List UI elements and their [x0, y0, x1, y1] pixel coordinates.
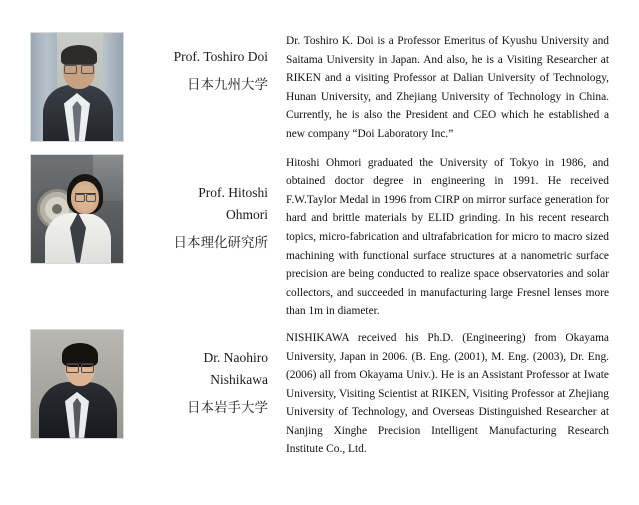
portrait-cell	[30, 32, 142, 142]
person-name-line: Nishikawa	[210, 371, 268, 387]
person-name-line: Prof. Hitoshi	[198, 184, 268, 200]
biography-entry	[30, 329, 609, 459]
person-name-line: Prof. Toshiro Doi	[173, 49, 268, 64]
name-block	[142, 32, 282, 96]
portrait-photo-hitoshi-ohmori	[30, 154, 124, 264]
name-block	[142, 329, 282, 419]
person-affiliation-jp: 日本九州大学	[187, 77, 268, 92]
portrait-photo-toshiro-doi	[30, 32, 124, 142]
portrait-photo-naohiro-nishikawa	[30, 329, 124, 439]
bio-block	[282, 329, 609, 459]
person-name-line: Ohmori	[226, 206, 268, 222]
portrait-cell	[30, 154, 142, 264]
photo-glasses	[75, 193, 96, 200]
person-name-line: Dr. Naohiro	[203, 349, 268, 365]
biography-entry	[30, 32, 609, 144]
bio-paragraph: NISHIKAWA received his Ph.D. (Engineering) from Okayama University, Japan in 2006. (B. Eng. (2001), M. Eng. (2003), Dr. Eng. (2006) all from Okayama Univ.). He is an Assistant Professor at Iwate University, Visiting Scientist at RIKEN, Visiting Professor at Zhejiang University of Technology, and Overseas Distinguished Researcher at Nanjing Xinghe Precision Intelligent Manufacturing Research Institute Co., Ltd.	[286, 331, 609, 456]
bio-block	[282, 32, 609, 144]
bio-block	[282, 154, 609, 321]
person-affiliation-jp: 日本理化研究所	[173, 234, 268, 250]
photo-hair	[61, 45, 97, 65]
photo-lab-coat	[45, 213, 111, 263]
name-block	[142, 154, 282, 254]
person-affiliation-jp: 日本岩手大学	[187, 399, 268, 415]
photo-glasses	[66, 363, 94, 371]
portrait-cell	[30, 329, 142, 439]
bio-paragraph: Hitoshi Ohmori graduated the University of Tokyo in 1986, and obtained doctor degree in engineering in 1991. He received F.W.Taylor Medal in 1996 from CIRP on mirror surface generation for hard and brittle materials by ELID grinding. In his recent research topics, micro-fabrication and ultrafabrication for micro to macro sized machining with functional surface structures at a nanometric surface precision are being conducted to realize space observatories and solar collectors, and succeeded in manufacturing large Fresnel lenses more than 1m in diameter.	[286, 156, 609, 318]
bio-paragraph: Dr. Toshiro K. Doi is a Professor Emeritus of Kyushu University and Saitama University in Japan. And also, he is a Visiting Researcher at RIKEN and a visiting Professor at Dalian University of Technology, Hunan University, and Zhejiang University of Technology in China. Currently, he is also the President and CEO which he established a new company “Doi Laboratory Inc.”	[286, 35, 609, 140]
biography-entry	[30, 154, 609, 321]
photo-glasses	[64, 64, 94, 72]
